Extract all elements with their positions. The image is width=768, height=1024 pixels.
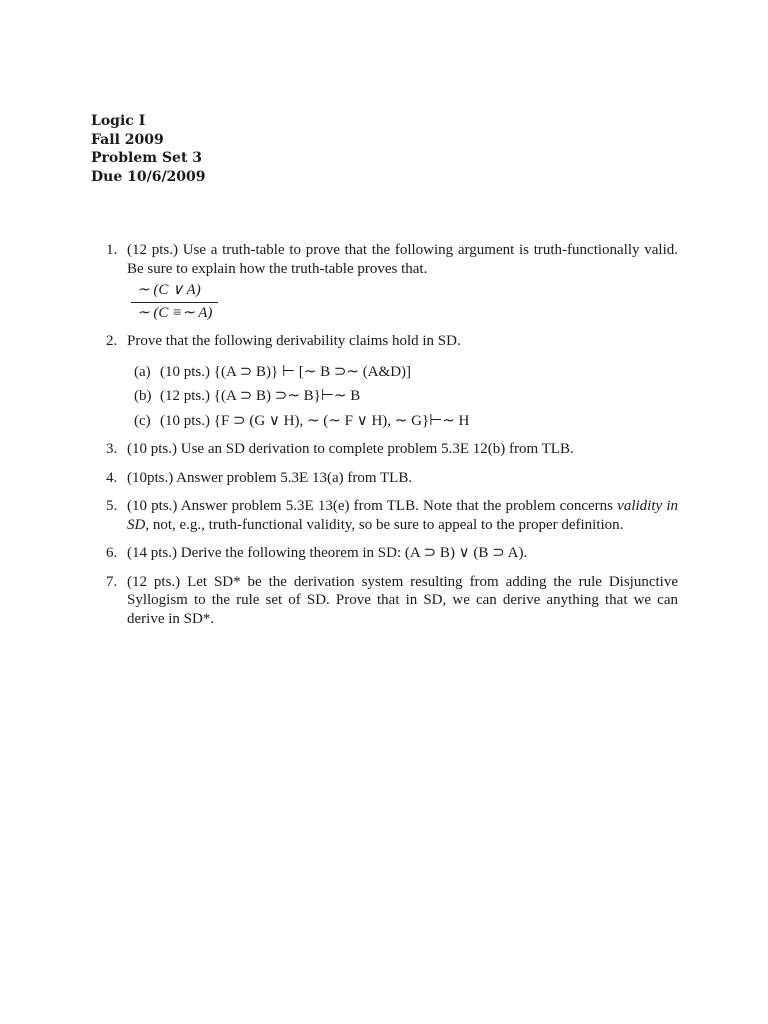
problem-text-end: , not, e.g., truth-functional validity, so be sure to appeal to the proper definition. [145,516,624,533]
course-title: Logic I [91,113,146,129]
problem-set-title: Problem Set 3 [91,150,203,166]
problem-text: (14 pts.) Derive the following theorem in SD: (A ⊃ B) ∨ (B ⊃ A). [127,545,528,561]
problem-number: 4. [106,469,118,486]
problem-3 [106,440,678,459]
subproblem-label: (a) [134,363,151,380]
problem-6 [106,544,678,563]
due-date: Due 10/6/2009 [91,168,206,185]
problem-number: 2. [106,333,118,349]
problem-number: 3. [106,441,118,457]
subproblem-label: (b) [134,388,152,404]
problem-7 [106,573,678,629]
problem-2 [106,332,678,430]
problem-5 [106,497,678,534]
document-header [91,112,206,186]
subproblem-list [134,363,678,431]
problem-4 [106,469,678,488]
problem-text-emphasis: validity in SD [127,498,679,533]
subproblem-text: (10 pts.) {(A ⊃ B)} ⊢ [∼ B ⊃∼ (A&D)] [160,363,412,380]
problem-text [127,497,678,534]
problem-text: (10 pts.) Use an SD derivation to complete problem 5.3E 12(b) from TLB. [127,441,574,457]
problem-text: (12 pts.) Use a truth-table to prove that the following argument is truth-functionally valid. Be sure to explain how the truth-table proves that. [127,242,678,277]
argument [131,281,218,322]
subproblem-text: (10 pts.) {F ⊃ (G ∨ H), ∼ (∼ F ∨ H), ∼ G}⊢∼ H [160,412,470,429]
subproblem-a [134,363,678,382]
problem-text-start: (10 pts.) Answer problem 5.3E 13(e) from TLB. Note that the problem concerns [127,498,618,514]
problem-number: 6. [106,545,118,561]
term: Fall 2009 [91,131,164,148]
problem-number: 5. [106,498,118,514]
problem-1 [106,241,678,322]
subproblem-text: (12 pts.) {(A ⊃ B) ⊃∼ B}⊢∼ B [160,388,361,404]
problem-number: 1. [106,242,118,258]
argument-conclusion: ∼ (C ≡∼ A) [131,302,218,323]
problem-text: (10pts.) Answer problem 5.3E 13(a) from TLB. [127,469,413,486]
problem-text: (12 pts.) Let SD* be the derivation system resulting from adding the rule Disjunctive Syllogism to the rule set of SD. Prove that in SD, we can derive anything that we can derive in SD*. [127,573,678,627]
subproblem-c [134,412,678,431]
argument-premise: ∼ (C ∨ A) [137,282,201,298]
problem-number: 7. [106,573,118,590]
subproblem-label: (c) [134,412,151,429]
subproblem-b [134,387,678,406]
problem-text: Prove that the following derivability claims hold in SD. [127,333,461,349]
problem-list [106,241,678,638]
